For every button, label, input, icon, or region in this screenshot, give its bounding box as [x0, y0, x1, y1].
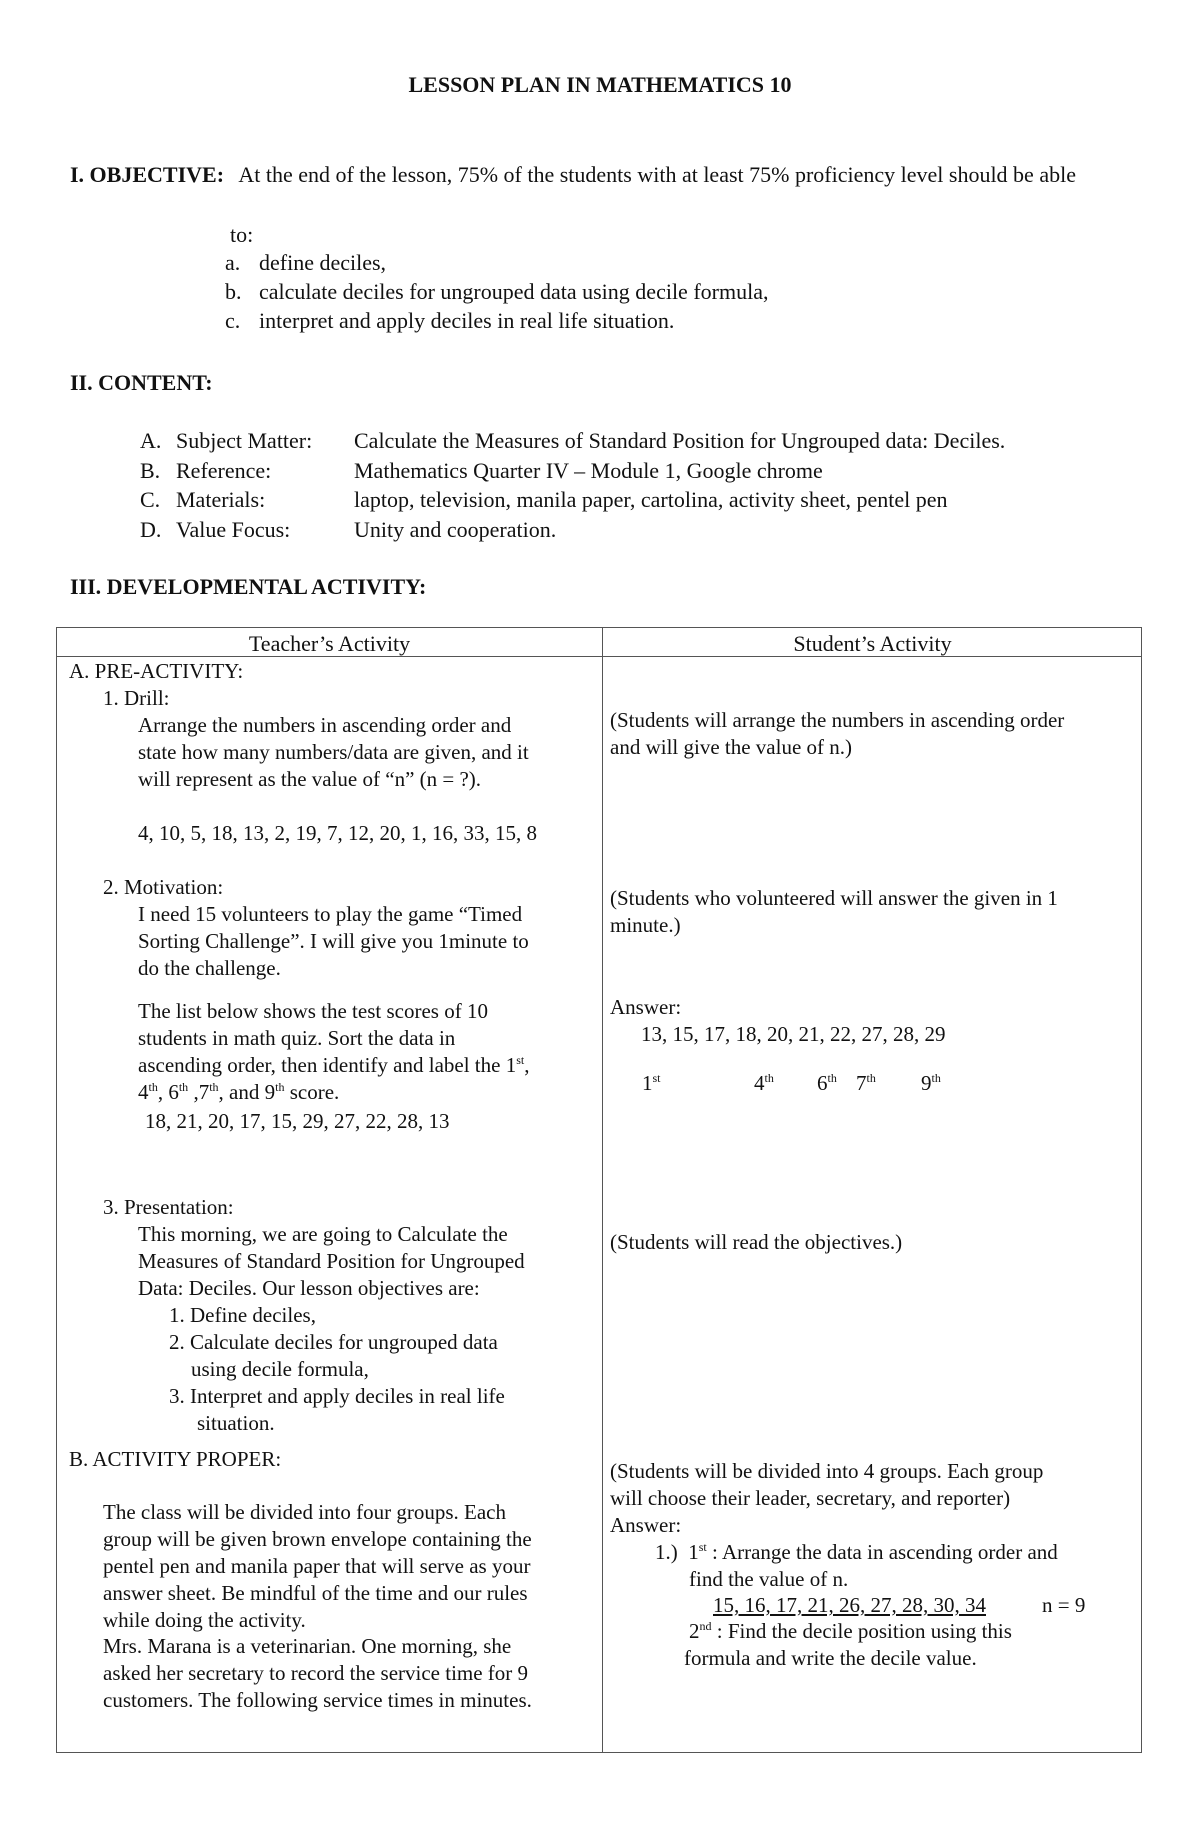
presentation-objectives: 1. Define deciles, 2. Calculate deciles for ungrouped data using decile formula, 3. Interpret and apply deciles in real life situation.	[169, 1303, 505, 1435]
activity-proper-student-response: (Students will be divided into 4 groups. Each group will choose their leader, secretary, and reporter) Answer:	[610, 1459, 1044, 1537]
pre-activity-label: A. PRE-ACTIVITY:	[69, 659, 244, 683]
page-title: LESSON PLAN IN MATHEMATICS 10	[408, 72, 792, 97]
objective-label: I. OBJECTIVE:	[70, 162, 225, 187]
objective-item: c. interpret and apply deciles in real life situation.	[225, 308, 675, 333]
drill-student-response: (Students will arrange the numbers in ascending order and will give the value of n.)	[610, 708, 1065, 759]
presentation-label: 3. Presentation:	[103, 1195, 234, 1219]
test-scores: 18, 21, 20, 17, 15, 29, 27, 22, 28, 13	[145, 1109, 450, 1133]
objective-list	[225, 249, 768, 336]
content-row: B. Reference: Mathematics Quarter IV – Module 1, Google chrome	[140, 457, 823, 483]
content-heading: II. CONTENT:	[70, 370, 213, 395]
rank-label: 1st	[642, 1071, 661, 1095]
content-row: C. Materials: laptop, television, manila paper, cartolina, activity sheet, pentel pen	[140, 487, 948, 512]
student-activity-header: Student’s Activity	[793, 631, 952, 656]
step-two: 2nd : Find the decile position using this	[689, 1619, 1012, 1643]
step-two-line-two: formula and write the decile value.	[684, 1646, 977, 1670]
rank-label: 9th	[921, 1071, 941, 1095]
motivation-label: 2. Motivation:	[103, 875, 224, 899]
rank-label: 4th	[754, 1071, 774, 1095]
sorted-service-times: 15, 16, 17, 21, 26, 27, 28, 30, 34	[713, 1593, 986, 1617]
objective-item: b. calculate deciles for ungrouped data using decile formula,	[225, 279, 769, 304]
objective-to: to:	[230, 222, 254, 247]
problem-statement: Mrs. Marana is a veterinarian. One morning, she asked her secretary to record the service time for 9 customers. The following service times in minutes.	[103, 1634, 532, 1712]
objective-section	[70, 161, 1140, 188]
teacher-activity-header: Teacher’s Activity	[248, 631, 411, 656]
motivation-student-response: (Students who volunteered will answer the given in 1 minute.)	[610, 886, 1058, 937]
rank-label: 7th	[856, 1071, 876, 1095]
drill-label: 1. Drill:	[103, 686, 170, 710]
objective-item: a. define deciles,	[225, 250, 387, 275]
content-list	[140, 427, 1005, 545]
developmental-heading: III. DEVELOPMENTAL ACTIVITY:	[70, 574, 427, 599]
motivation-answer-label: Answer:	[610, 995, 682, 1019]
motivation-sorted-answer: 13, 15, 17, 18, 20, 21, 22, 27, 28, 29	[641, 1022, 946, 1046]
activity-proper-label: B. ACTIVITY PROPER:	[69, 1447, 282, 1471]
objective-text: At the end of the lesson, 75% of the students with at least 75% proficiency level should be able	[238, 162, 1076, 187]
step-one-line-two: find the value of n.	[689, 1567, 849, 1591]
content-row: A. Subject Matter: Calculate the Measures of Standard Position for Ungrouped data: Deciles.	[140, 428, 1006, 453]
rank-label: 6th	[817, 1071, 837, 1095]
drill-numbers: 4, 10, 5, 18, 13, 2, 19, 7, 12, 20, 1, 16, 33, 15, 8	[138, 821, 537, 845]
presentation-text: This morning, we are going to Calculate the Measures of Standard Position for Ungrouped Data: Deciles. Our lesson objectives are:	[138, 1222, 525, 1300]
motivation-instructions: I need 15 volunteers to play the game “Timed Sorting Challenge”. I will give you 1minute to do the challenge.	[138, 902, 529, 980]
presentation-student-response: (Students will read the objectives.)	[610, 1230, 903, 1254]
score-list-instructions: The list below shows the test scores of 10 students in math quiz. Sort the data in ascending order, then identify and label the 1st, 4th, 6th ,7th, and 9th score.	[138, 999, 530, 1104]
step-one: 1.) 1st : Arrange the data in ascending order and	[655, 1540, 1058, 1564]
activity-proper-instructions: The class will be divided into four groups. Each group will be given brown envelope containing the pentel pen and manila paper that will serve as your answer sheet. Be mindful of the time and our rules while doing the activity.	[103, 1500, 532, 1632]
n-value: n = 9	[1042, 1593, 1086, 1617]
content-row: D. Value Focus: Unity and cooperation.	[140, 516, 557, 542]
developmental-activity-table	[56, 627, 1142, 1753]
column-divider	[602, 628, 603, 1752]
drill-instructions: Arrange the numbers in ascending order and state how many numbers/data are given, and it will represent as the value of “n” (n = ?).	[138, 713, 529, 791]
